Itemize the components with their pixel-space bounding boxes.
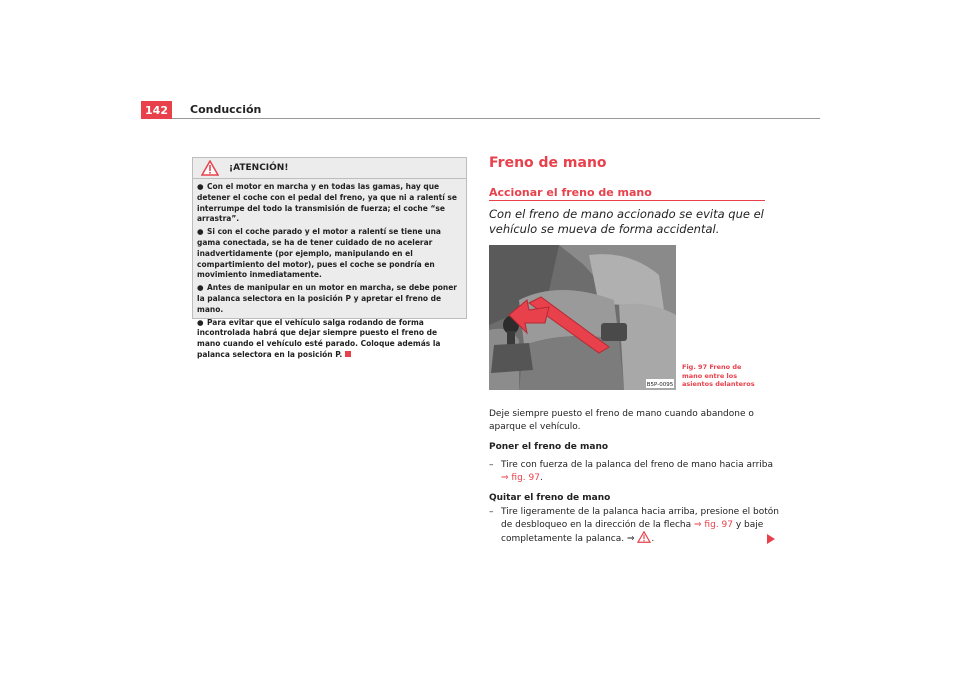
release-step-text: Tire ligeramente de la palanca hacia arriba, presione el botón de desbloqueo en la dirección de la flecha ⇒ fig. 97 y baje completamente la palanca. ⇒ . — [501, 507, 779, 544]
apply-step — [489, 459, 779, 484]
release-heading: Quitar el freno de mano — [489, 493, 611, 503]
apply-heading: Poner el freno de mano — [489, 442, 609, 452]
header-divider — [172, 118, 820, 119]
subsection-divider — [489, 200, 765, 201]
intro-text: Con el freno de mano accionado se evita que el vehículo se mueva de forma accidental. — [489, 207, 764, 236]
warning-item — [197, 227, 462, 281]
page-header-title: Conducción — [190, 103, 262, 116]
fig-ref-link[interactable]: ⇒ fig. 97 — [501, 472, 540, 483]
fig-ref-link[interactable]: ⇒ fig. 97 — [694, 519, 733, 530]
bullet-icon: ● — [197, 283, 204, 293]
body-paragraph: Deje siempre puesto el freno de mano cuando abandone o aparque el vehículo. — [489, 409, 754, 432]
section-title: Freno de mano — [489, 155, 607, 171]
warning-item-text: Con el motor en marcha y en todas las gamas, hay que detener el coche con el pedal del freno, ya que ni a ralentí se interrumpe del todo la transmisión de fuerza; el coche “se arrastra”. — [197, 182, 457, 224]
warning-item-text: Si con el coche parado y el motor a ralentí se tiene una gama conectada, se ha de tener cuidado de no acelerar inadvertidamente (por ejemplo, manipulando en el compartimiento del motor), pues el coche se pondría en movimiento inmediatamente. — [197, 227, 441, 280]
apply-step-body: Tire con fuerza de la palanca del freno de mano hacia arriba — [501, 460, 773, 470]
warning-list — [193, 179, 466, 361]
bullet-icon: ● — [197, 182, 204, 191]
warning-item-text: Para evitar que el vehículo salga rodando de forma incontrolada habrá que dejar siempre puesto el freno de mano cuando el vehículo esté parado. Coloque además la palanca selectora en la posición P. — [197, 317, 441, 359]
warning-triangle-icon[interactable] — [637, 531, 651, 543]
warning-item — [197, 283, 462, 315]
apply-step-text: Tire con fuerza de la palanca del freno de mano hacia arriba ⇒ fig. 97. — [501, 460, 773, 483]
step-dash: – — [489, 507, 494, 517]
release-step-body-b: y baje completamente la palanca. — [501, 519, 764, 544]
section-end-mark — [345, 351, 351, 357]
figure-code: B5P-0095 — [646, 382, 674, 388]
warning-item — [197, 318, 462, 361]
handbrake-illustration — [489, 245, 676, 390]
page-number: 142 — [141, 101, 172, 119]
handbrake-figure — [489, 245, 676, 390]
bullet-icon: ● — [197, 227, 204, 237]
figure-caption: Fig. 97 Freno de mano entre los asientos delanteros — [682, 363, 755, 388]
warning-item — [197, 182, 462, 225]
warning-box — [192, 157, 467, 359]
release-step — [489, 506, 779, 546]
warning-ref-arrow[interactable]: ⇒ — [626, 534, 635, 544]
next-page-arrow-icon[interactable] — [766, 534, 776, 544]
step-dash: – — [489, 460, 494, 470]
bullet-icon: ● — [197, 317, 204, 327]
warning-title: ¡ATENCIÓN! — [229, 163, 289, 173]
warning-header — [193, 158, 466, 179]
release-step-body-a: Tire ligeramente de la palanca hacia arriba, presione el botón de desbloqueo en la dirección de la flecha — [501, 507, 779, 530]
warning-item-text: Antes de manipular en un motor en marcha, se debe poner la palanca selectora en la posición P y apretar el freno de mano. — [197, 283, 457, 314]
subsection-title: Accionar el freno de mano — [489, 186, 652, 199]
warning-triangle-icon — [201, 160, 219, 176]
